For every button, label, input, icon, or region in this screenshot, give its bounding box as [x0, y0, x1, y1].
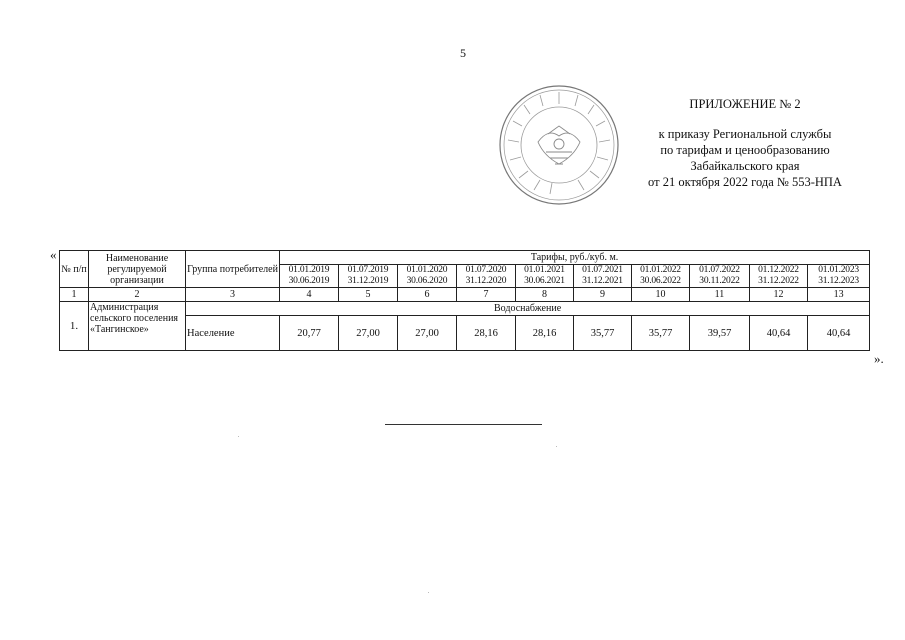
period-cell: 01.01.2022 30.06.2022 — [632, 265, 690, 288]
appendix-line: от 21 октября 2022 года № 553-НПА — [648, 175, 842, 189]
period-cell: 01.12.2022 31.12.2022 — [750, 265, 808, 288]
tariff-value: 39,57 — [690, 316, 750, 351]
column-number: 7 — [457, 288, 516, 302]
scan-speck — [556, 446, 557, 447]
column-number: 2 — [89, 288, 186, 302]
opening-quote: « — [50, 247, 57, 262]
column-number: 1 — [60, 288, 89, 302]
consumer-group: Население — [186, 316, 280, 351]
tariff-value: 28,16 — [457, 316, 516, 351]
column-number: 13 — [808, 288, 870, 302]
header-row — [60, 251, 870, 265]
column-number: 6 — [398, 288, 457, 302]
period-cell: 01.07.2019 31.12.2019 — [339, 265, 398, 288]
tariff-value: 40,64 — [750, 316, 808, 351]
tariff-value: 35,77 — [632, 316, 690, 351]
scan-speck — [238, 436, 239, 437]
end-rule — [385, 424, 542, 425]
tariff-value: 20,77 — [280, 316, 339, 351]
appendix-heading — [600, 96, 890, 190]
appendix-line: по тарифам и ценообразованию — [660, 143, 830, 157]
tariff-value: 27,00 — [398, 316, 457, 351]
tariff-value: 28,16 — [516, 316, 574, 351]
column-number: 8 — [516, 288, 574, 302]
period-cell: 01.01.2020 30.06.2020 — [398, 265, 457, 288]
tariff-value: 35,77 — [574, 316, 632, 351]
column-number: 12 — [750, 288, 808, 302]
period-cell: 01.07.2021 31.12.2021 — [574, 265, 632, 288]
table-row — [60, 302, 870, 316]
organization-name: Администрация сельского поселения «Тангинское» — [89, 302, 186, 351]
header-num: № п/п — [60, 251, 89, 288]
header-tariffs: Тарифы, руб./куб. м. — [280, 251, 870, 265]
period-cell: 01.07.2022 30.11.2022 — [690, 265, 750, 288]
section-title: Водоснабжение — [186, 302, 870, 316]
column-number: 11 — [690, 288, 750, 302]
header-org: Наименование регулируемой организации — [89, 251, 186, 288]
tariff-value: 27,00 — [339, 316, 398, 351]
appendix-title: ПРИЛОЖЕНИЕ № 2 — [689, 97, 801, 111]
column-number: 4 — [280, 288, 339, 302]
tariff-value: 40,64 — [808, 316, 870, 351]
appendix-line: к приказу Региональной службы — [658, 127, 832, 141]
header-group: Группа потребителей — [186, 251, 280, 288]
period-cell: 01.01.2019 30.06.2019 — [280, 265, 339, 288]
tariff-table — [59, 250, 870, 351]
period-cell: 01.01.2021 30.06.2021 — [516, 265, 574, 288]
column-number-row — [60, 288, 870, 302]
closing-quote: ». — [874, 351, 884, 366]
period-cell: 01.07.2020 31.12.2020 — [457, 265, 516, 288]
page-number: 5 — [460, 46, 466, 60]
row-number: 1. — [60, 302, 89, 351]
appendix-line: Забайкальского края — [690, 159, 800, 173]
column-number: 3 — [186, 288, 280, 302]
scan-speck — [428, 592, 429, 593]
column-number: 5 — [339, 288, 398, 302]
column-number: 10 — [632, 288, 690, 302]
period-cell: 01.01.2023 31.12.2023 — [808, 265, 870, 288]
column-number: 9 — [574, 288, 632, 302]
